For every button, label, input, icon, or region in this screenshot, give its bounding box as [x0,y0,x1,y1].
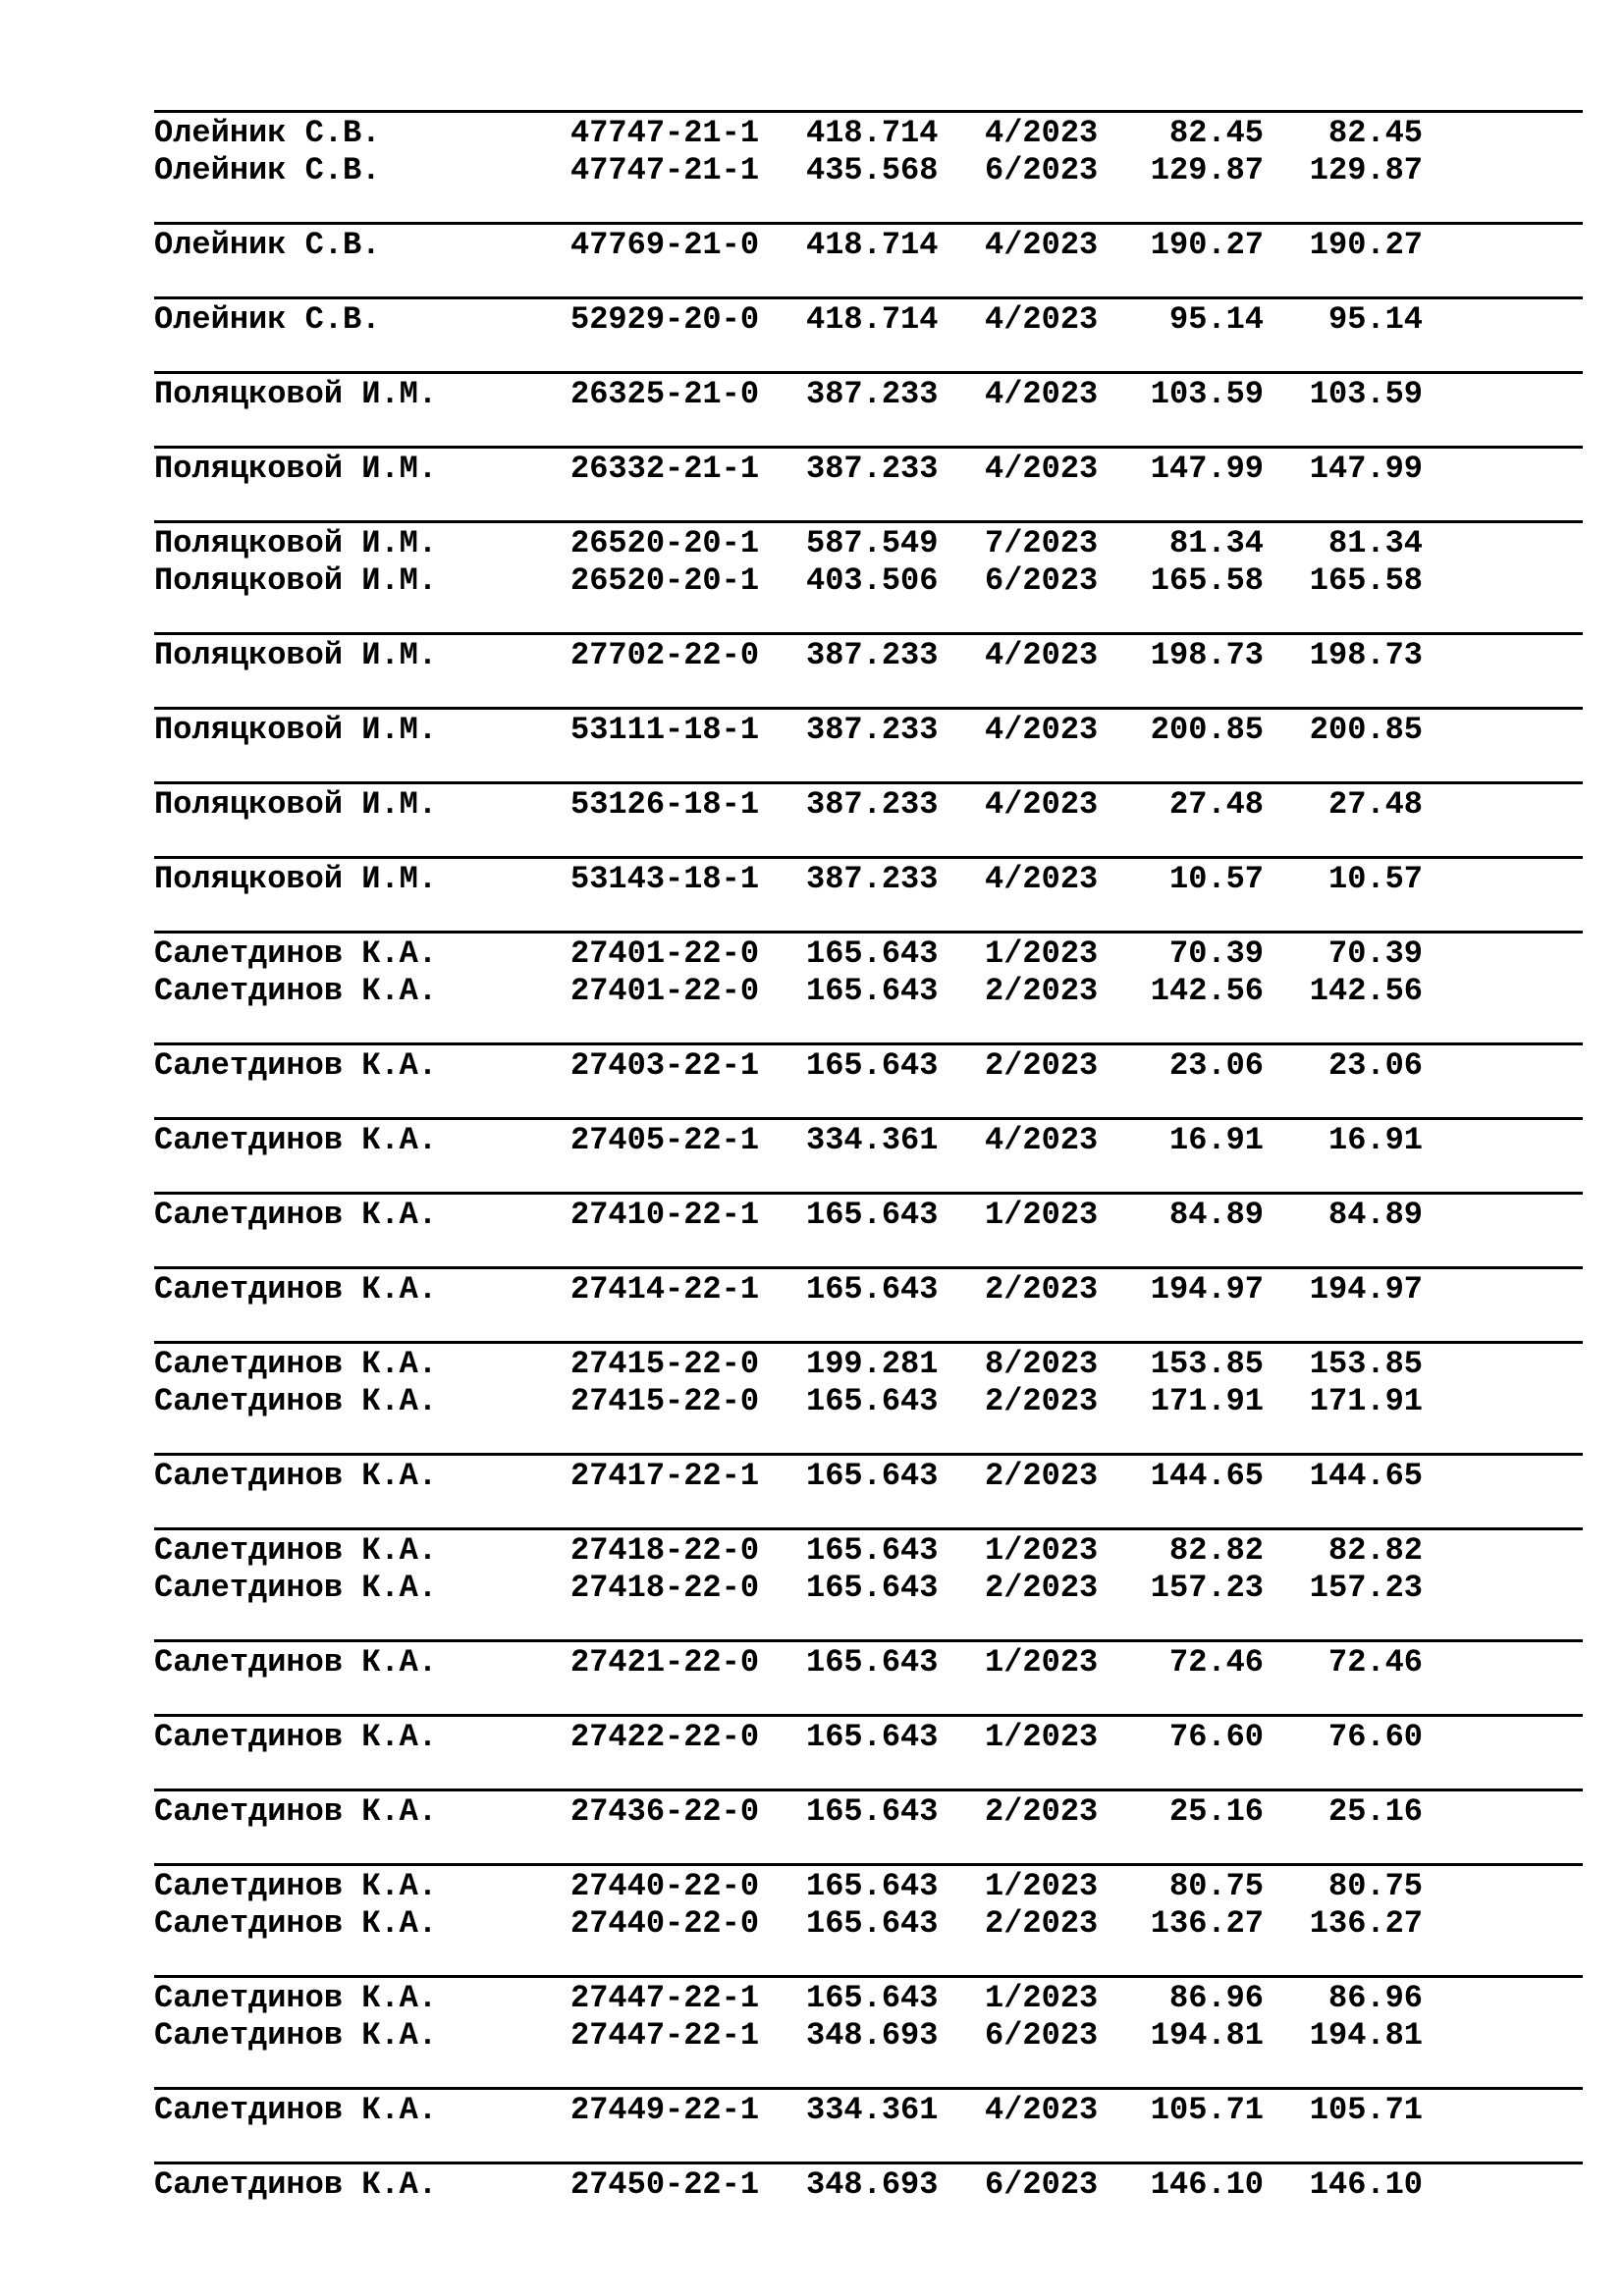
table-row [154,1868,1583,1905]
rate-value: 165.643 [806,1271,939,1308]
rate-value: 387.233 [806,451,939,487]
amount: 157.23 [1150,1570,1264,1606]
amount-total: 103.59 [1309,376,1423,412]
account-number: 27417-22-1 [570,1458,760,1494]
table-row [154,1980,1583,2017]
rate-value: 165.643 [806,1868,939,1904]
amount: 142.56 [1150,973,1264,1009]
record-group [154,1975,1583,2055]
rate-value: 387.233 [806,712,939,748]
record-group [154,1117,1583,1159]
account-number: 27410-22-1 [570,1197,760,1233]
period: 6/2023 [985,2166,1099,2203]
period: 2/2023 [985,1905,1099,1942]
amount-total: 16.91 [1327,1122,1423,1158]
rate-value: 165.643 [806,1793,939,1830]
account-number: 27440-22-0 [570,1905,760,1942]
amount: 86.96 [1168,1980,1264,2016]
employee-name: Салетдинов К.А. [154,2092,438,2128]
account-number: 26520-20-1 [570,525,760,561]
table-row [154,376,1583,413]
table-row [154,451,1583,488]
table-row [154,1644,1583,1682]
period: 4/2023 [985,227,1099,263]
period: 2/2023 [985,1570,1099,1606]
amount: 25.16 [1168,1793,1264,1830]
rate-value: 165.643 [806,973,939,1009]
employee-name: Салетдинов К.А. [154,1980,438,2016]
rate-value: 348.693 [806,2166,939,2203]
amount-total: 194.81 [1309,2017,1423,2054]
period: 6/2023 [985,562,1099,599]
period: 8/2023 [985,1346,1099,1382]
record-group [154,1042,1583,1085]
rate-value: 387.233 [806,861,939,897]
amount: 105.71 [1150,2092,1264,2128]
record-group [154,446,1583,488]
amount-total: 82.45 [1327,115,1423,151]
amount: 70.39 [1168,935,1264,972]
amount: 171.91 [1150,1383,1264,1419]
account-number: 52929-20-0 [570,301,760,338]
employee-name: Салетдинов К.А. [154,1719,438,1755]
rate-value: 165.643 [806,1905,939,1942]
period: 2/2023 [985,1383,1099,1419]
rate-value: 165.643 [806,1047,939,1084]
rate-value: 165.643 [806,1570,939,1606]
period: 1/2023 [985,935,1099,972]
amount-total: 136.27 [1309,1905,1423,1942]
rate-value: 435.568 [806,152,939,188]
amount-total: 76.60 [1327,1719,1423,1755]
amount: 129.87 [1150,152,1264,188]
employee-name: Олейник С.В. [154,227,381,263]
record-group [154,296,1583,339]
record-group [154,1527,1583,1607]
employee-name: Салетдинов К.А. [154,2017,438,2054]
table-row [154,1793,1583,1831]
account-number: 47747-21-1 [570,115,760,151]
account-number: 26520-20-1 [570,562,760,599]
account-number: 27440-22-0 [570,1868,760,1904]
table-row [154,227,1583,264]
table-row [154,525,1583,562]
account-number: 27401-22-0 [570,935,760,972]
amount: 95.14 [1168,301,1264,338]
table-row [154,861,1583,898]
record-group [154,1341,1583,1420]
table-row [154,973,1583,1010]
table-row [154,2017,1583,2055]
table-row [154,1271,1583,1308]
record-group [154,707,1583,749]
amount-total: 142.56 [1309,973,1423,1009]
account-number: 53143-18-1 [570,861,760,897]
period: 4/2023 [985,301,1099,338]
account-number: 53111-18-1 [570,712,760,748]
amount: 198.73 [1150,637,1264,673]
amount: 194.81 [1150,2017,1264,2054]
table-row [154,1122,1583,1159]
amount: 147.99 [1150,451,1264,487]
amount: 146.10 [1150,2166,1264,2203]
employee-name: Салетдинов К.А. [154,1644,438,1681]
amount-total: 84.89 [1327,1197,1423,1233]
amount: 153.85 [1150,1346,1264,1382]
amount-total: 10.57 [1327,861,1423,897]
period: 4/2023 [985,1122,1099,1158]
amount-total: 70.39 [1327,935,1423,972]
account-number: 27418-22-0 [570,1532,760,1569]
amount-total: 81.34 [1327,525,1423,561]
period: 1/2023 [985,1868,1099,1904]
employee-name: Поляцковой И.М. [154,712,438,748]
table-row [154,562,1583,600]
rate-value: 199.281 [806,1346,939,1382]
amount-total: 171.91 [1309,1383,1423,1419]
record-group [154,1192,1583,1234]
amount-total: 25.16 [1327,1793,1423,1830]
rate-value: 165.643 [806,1532,939,1569]
account-number: 27447-22-1 [570,1980,760,2016]
amount-total: 198.73 [1309,637,1423,673]
table-row [154,2092,1583,2129]
amount: 136.27 [1150,1905,1264,1942]
amount: 81.34 [1168,525,1264,561]
employee-name: Поляцковой И.М. [154,562,438,599]
employee-name: Поляцковой И.М. [154,525,438,561]
table-row [154,786,1583,824]
period: 2/2023 [985,1793,1099,1830]
amount-total: 157.23 [1309,1570,1423,1606]
amount-total: 200.85 [1309,712,1423,748]
period: 4/2023 [985,376,1099,412]
rate-value: 387.233 [806,637,939,673]
amount-total: 80.75 [1327,1868,1423,1904]
amount: 84.89 [1168,1197,1264,1233]
rate-value: 165.643 [806,935,939,972]
amount: 23.06 [1168,1047,1264,1084]
amount-total: 105.71 [1309,2092,1423,2128]
employee-name: Салетдинов К.А. [154,973,438,1009]
amount: 144.65 [1150,1458,1264,1494]
period: 4/2023 [985,786,1099,823]
amount: 16.91 [1168,1122,1264,1158]
record-group [154,222,1583,264]
employee-name: Поляцковой И.М. [154,786,438,823]
account-number: 27405-22-1 [570,1122,760,1158]
rate-value: 418.714 [806,227,939,263]
account-number: 27449-22-1 [570,2092,760,2128]
table-row [154,1047,1583,1085]
rate-value: 334.361 [806,1122,939,1158]
rate-value: 165.643 [806,1458,939,1494]
amount-total: 27.48 [1327,786,1423,823]
employee-name: Поляцковой И.М. [154,861,438,897]
record-group [154,2162,1583,2204]
record-group [154,110,1583,189]
table-row [154,115,1583,152]
record-group [154,1639,1583,1682]
employee-name: Салетдинов К.А. [154,935,438,972]
period: 4/2023 [985,451,1099,487]
rate-value: 403.506 [806,562,939,599]
amount-total: 194.97 [1309,1271,1423,1308]
record-group [154,1453,1583,1495]
amount-total: 72.46 [1327,1644,1423,1681]
period: 6/2023 [985,152,1099,188]
account-number: 27403-22-1 [570,1047,760,1084]
employee-name: Салетдинов К.А. [154,1868,438,1904]
period: 2/2023 [985,1047,1099,1084]
amount-total: 144.65 [1309,1458,1423,1494]
period: 2/2023 [985,1271,1099,1308]
rate-value: 165.643 [806,1719,939,1755]
amount-total: 165.58 [1309,562,1423,599]
employee-name: Салетдинов К.А. [154,1122,438,1158]
period: 6/2023 [985,2017,1099,2054]
employee-name: Салетдинов К.А. [154,1271,438,1308]
record-group [154,1266,1583,1308]
amount: 194.97 [1150,1271,1264,1308]
amount-total: 153.85 [1309,1346,1423,1382]
rate-value: 387.233 [806,786,939,823]
rate-value: 348.693 [806,2017,939,2054]
account-number: 27422-22-0 [570,1719,760,1755]
period: 4/2023 [985,712,1099,748]
period: 4/2023 [985,637,1099,673]
amount: 72.46 [1168,1644,1264,1681]
period: 1/2023 [985,1980,1099,2016]
period: 4/2023 [985,2092,1099,2128]
employee-name: Салетдинов К.А. [154,1793,438,1830]
period: 2/2023 [985,1458,1099,1494]
employee-name: Салетдинов К.А. [154,2166,438,2203]
rate-value: 587.549 [806,525,939,561]
account-number: 53126-18-1 [570,786,760,823]
record-group [154,781,1583,824]
employee-name: Олейник С.В. [154,301,381,338]
rate-value: 334.361 [806,2092,939,2128]
account-number: 47769-21-0 [570,227,760,263]
record-group [154,1714,1583,1756]
table-row [154,1570,1583,1607]
record-group [154,1863,1583,1943]
account-number: 27421-22-0 [570,1644,760,1681]
table-row [154,1532,1583,1570]
period: 1/2023 [985,1197,1099,1233]
table-row [154,1719,1583,1756]
table-row [154,1458,1583,1495]
report-table [154,110,1583,2236]
employee-name: Олейник С.В. [154,152,381,188]
table-row [154,935,1583,973]
account-number: 27418-22-0 [570,1570,760,1606]
amount: 103.59 [1150,376,1264,412]
amount-total: 86.96 [1327,1980,1423,2016]
amount-total: 147.99 [1309,451,1423,487]
employee-name: Салетдинов К.А. [154,1346,438,1382]
record-group [154,632,1583,674]
rate-value: 387.233 [806,376,939,412]
record-group [154,931,1583,1010]
amount-total: 95.14 [1327,301,1423,338]
record-group [154,2087,1583,2129]
table-row [154,301,1583,339]
period: 1/2023 [985,1644,1099,1681]
account-number: 26325-21-0 [570,376,760,412]
employee-name: Салетдинов К.А. [154,1570,438,1606]
account-number: 26332-21-1 [570,451,760,487]
record-group [154,1789,1583,1831]
amount: 27.48 [1168,786,1264,823]
table-row [154,152,1583,189]
amount: 165.58 [1150,562,1264,599]
employee-name: Салетдинов К.А. [154,1905,438,1942]
amount-total: 146.10 [1309,2166,1423,2203]
amount: 200.85 [1150,712,1264,748]
record-group [154,856,1583,898]
account-number: 27415-22-0 [570,1346,760,1382]
amount: 80.75 [1168,1868,1264,1904]
record-group [154,371,1583,413]
rate-value: 165.643 [806,1197,939,1233]
table-row [154,1346,1583,1383]
period: 4/2023 [985,115,1099,151]
employee-name: Салетдинов К.А. [154,1458,438,1494]
employee-name: Салетдинов К.А. [154,1532,438,1569]
employee-name: Салетдинов К.А. [154,1197,438,1233]
employee-name: Салетдинов К.А. [154,1383,438,1419]
account-number: 47747-21-1 [570,152,760,188]
rate-value: 165.643 [806,1980,939,2016]
table-row [154,637,1583,674]
rate-value: 418.714 [806,115,939,151]
period: 4/2023 [985,861,1099,897]
period: 7/2023 [985,525,1099,561]
account-number: 27450-22-1 [570,2166,760,2203]
employee-name: Поляцковой И.М. [154,376,438,412]
account-number: 27401-22-0 [570,973,760,1009]
table-row [154,2166,1583,2204]
period: 1/2023 [985,1532,1099,1569]
table-row [154,1383,1583,1420]
amount: 82.82 [1168,1532,1264,1569]
account-number: 27415-22-0 [570,1383,760,1419]
amount-total: 129.87 [1309,152,1423,188]
account-number: 27414-22-1 [570,1271,760,1308]
table-row [154,712,1583,749]
amount-total: 190.27 [1309,227,1423,263]
table-row [154,1197,1583,1234]
amount-total: 23.06 [1327,1047,1423,1084]
account-number: 27436-22-0 [570,1793,760,1830]
record-group [154,520,1583,600]
amount: 190.27 [1150,227,1264,263]
employee-name: Салетдинов К.А. [154,1047,438,1084]
period: 1/2023 [985,1719,1099,1755]
rate-value: 418.714 [806,301,939,338]
amount: 76.60 [1168,1719,1264,1755]
employee-name: Поляцковой И.М. [154,451,438,487]
rate-value: 165.643 [806,1644,939,1681]
amount: 82.45 [1168,115,1264,151]
table-row [154,1905,1583,1943]
employee-name: Олейник С.В. [154,115,381,151]
period: 2/2023 [985,973,1099,1009]
amount: 10.57 [1168,861,1264,897]
rate-value: 165.643 [806,1383,939,1419]
amount-total: 82.82 [1327,1532,1423,1569]
account-number: 27447-22-1 [570,2017,760,2054]
account-number: 27702-22-0 [570,637,760,673]
employee-name: Поляцковой И.М. [154,637,438,673]
